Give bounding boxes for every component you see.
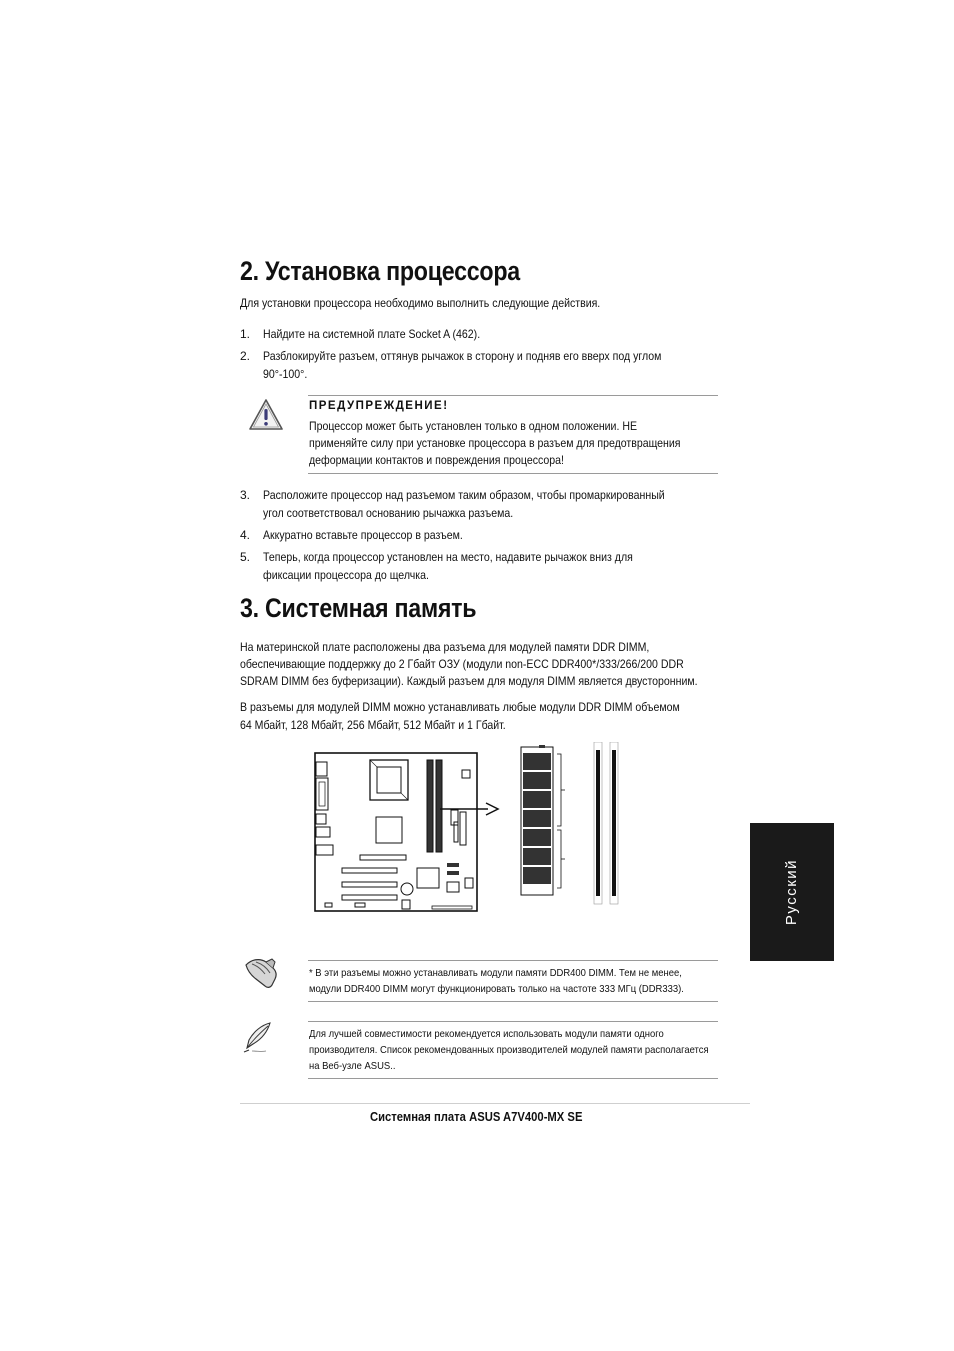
note2-line-1: Для лучшей совместимости рекомендуется использовать модули памяти одного: [309, 1028, 664, 1040]
footer-title: Системная плата ASUS A7V400-MX SE: [370, 1110, 583, 1124]
note1-line-2: модули DDR400 DIMM могут функционировать только на частоте 333 МГц (DDR333).: [309, 983, 684, 995]
warning-line-2: применяйте силу при установке процессора в разъем для предотвращения: [309, 436, 681, 450]
warning-triangle-icon: [248, 398, 284, 437]
warning-line-3: деформации контактов и повреждения процессора!: [309, 453, 564, 467]
memory-para-2-line-1: В разъемы для модулей DIMM можно устанавливать любые модули DDR DIMM объемом: [240, 700, 680, 714]
section-title-memory: 3. Системная память: [240, 593, 477, 623]
tip-bottom-rule: [308, 1078, 718, 1079]
warning-line-1: Процессор может быть установлен только в одном положении. НЕ: [309, 419, 638, 433]
feather-pen-icon: [240, 1020, 276, 1061]
motherboard-dimm-illustration: [310, 742, 630, 919]
language-tab-label: Русский: [783, 858, 800, 926]
footer-rule: [240, 1103, 750, 1104]
warning-title: ПРЕДУПРЕЖДЕНИЕ!: [309, 400, 449, 412]
memory-para-1-line-3: SDRAM DIMM без буферизации). Каждый разъем для модуля DIMM является двусторонним.: [240, 674, 698, 688]
cpu-intro: Для установки процессора необходимо выполнить следующие действия.: [240, 296, 601, 310]
section-title-cpu: 2. Установка процессора: [240, 256, 520, 286]
language-tab: [750, 823, 834, 961]
note2-line-3: на Веб-узле ASUS..: [309, 1060, 396, 1072]
memory-para-1-line-2: обеспечивающие поддержку до 2 Гбайт ОЗУ (модули non-ECC DDR400*/333/266/200 DDR: [240, 657, 684, 671]
note1-line-1: * В эти разъемы можно устанавливать модули памяти DDR400 DIMM. Тем не менее,: [309, 967, 682, 979]
warning-bottom-rule: [308, 473, 718, 474]
warning-top-rule: [308, 395, 718, 396]
tip-top-rule: [308, 1021, 718, 1022]
memory-para-1-line-1: На материнской плате расположены два разъема для модулей памяти DDR DIMM,: [240, 640, 650, 654]
note2-line-2: производителя. Список рекомендованных производителей модулей памяти располагается: [309, 1044, 709, 1056]
hand-note-icon: [242, 955, 282, 996]
note-bottom-rule: [308, 1001, 718, 1002]
memory-para-2-line-2: 64 Мбайт, 128 Мбайт, 256 Мбайт, 512 Мбайт и 1 Гбайт.: [240, 718, 506, 732]
note-top-rule: [308, 960, 718, 961]
